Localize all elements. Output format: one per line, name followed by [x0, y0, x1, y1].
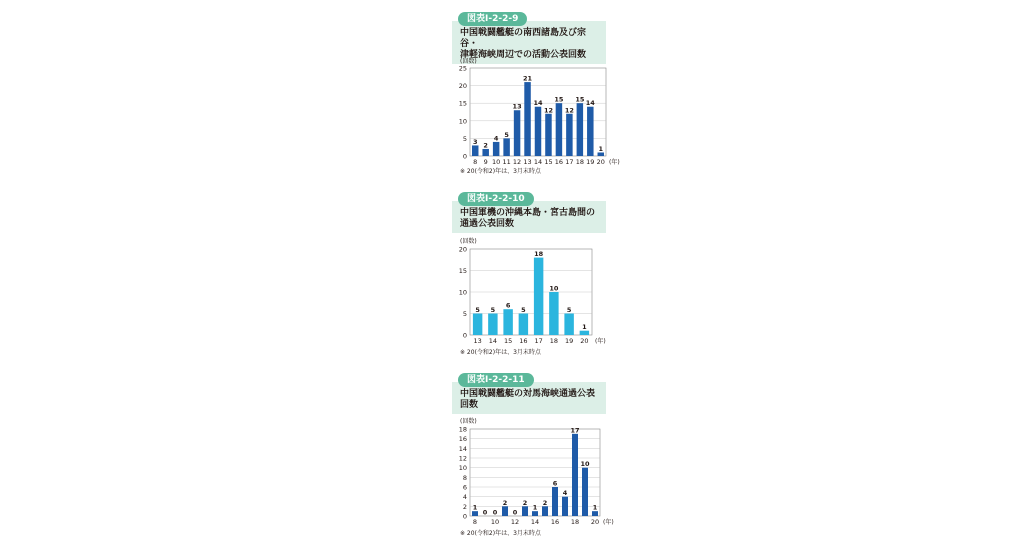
y-tick-label: 5 — [462, 134, 467, 143]
chart-note: ※ 20(令和2)年は、3月末時点 — [460, 168, 541, 175]
y-tick-label: 12 — [458, 454, 467, 463]
bar — [482, 149, 488, 156]
figure-tag: 図表Ⅰ-2-2-10 — [458, 192, 534, 206]
y-unit-label: (回数) — [460, 58, 477, 65]
bar — [556, 103, 562, 156]
data-label: 21 — [523, 74, 533, 83]
figure-tag: 図表Ⅰ-2-2-9 — [458, 12, 527, 26]
data-label: 5 — [490, 306, 496, 314]
x-tick-label: 13 — [473, 337, 482, 345]
data-label: 5 — [566, 306, 572, 314]
y-tick-label: 18 — [458, 425, 467, 434]
bar — [534, 258, 543, 335]
data-label: 17 — [570, 426, 580, 435]
bar — [502, 506, 508, 516]
chart-title-line-1: 中国戦闘艦艇の対馬海峡通過公表 — [460, 389, 596, 399]
chart-title-line-2: 津軽海峡周辺での活動公表回数 — [460, 50, 587, 60]
chart-panel-2 — [452, 186, 612, 233]
data-label: 6 — [552, 479, 558, 488]
x-tick-label: 8 — [473, 158, 478, 166]
bar — [473, 314, 482, 336]
y-tick-label: 4 — [462, 493, 467, 502]
bar — [582, 468, 588, 516]
data-label: 0 — [492, 508, 498, 517]
x-tick-label: 10 — [490, 518, 500, 526]
y-tick-label: 25 — [458, 64, 467, 73]
figure-tag: 図表Ⅰ-2-2-11 — [458, 373, 534, 387]
bar — [488, 314, 497, 336]
x-tick-label: 18 — [575, 158, 584, 166]
data-label: 2 — [502, 498, 508, 507]
bar — [503, 309, 512, 335]
data-label: 1 — [598, 144, 604, 153]
x-tick-label: 18 — [570, 518, 580, 526]
x-axis-suffix: (年) — [609, 159, 620, 166]
bar — [598, 152, 604, 156]
data-label: 5 — [521, 306, 526, 314]
bar — [472, 511, 478, 516]
y-tick-label: 10 — [458, 117, 467, 126]
x-tick-label: 20 — [590, 518, 600, 526]
bar — [587, 107, 593, 156]
chart-title-line-1: 中国戦闘艦艇の南西諸島及び宗谷・ — [460, 28, 587, 49]
data-label: 14 — [533, 99, 543, 108]
chart-title-line-2: 回数 — [460, 400, 479, 410]
bar — [580, 331, 589, 335]
x-tick-label: 15 — [544, 158, 553, 166]
data-label: 4 — [562, 489, 568, 498]
y-tick-label: 0 — [462, 331, 467, 340]
data-label: 12 — [543, 106, 553, 115]
x-tick-label: 12 — [510, 518, 520, 526]
x-tick-label: 13 — [523, 158, 532, 166]
bar-chart-1 — [448, 62, 620, 168]
x-tick-label: 16 — [519, 337, 528, 345]
y-tick-label: 20 — [458, 245, 467, 254]
bar — [503, 138, 509, 156]
y-unit-label: (回数) — [460, 238, 477, 245]
y-tick-label: 10 — [458, 464, 467, 473]
bar-chart-2 — [448, 243, 608, 349]
data-label: 5 — [475, 306, 480, 314]
bar — [577, 103, 583, 156]
data-label: 1 — [472, 503, 478, 512]
data-label: 0 — [482, 508, 488, 517]
data-label: 1 — [582, 323, 587, 332]
chart-note: ※ 20(令和2)年は、3月末時点 — [460, 349, 541, 356]
y-tick-label: 0 — [462, 152, 467, 161]
data-label: 14 — [585, 99, 595, 108]
x-tick-label: 15 — [503, 337, 513, 345]
x-tick-label: 14 — [533, 158, 543, 166]
bar — [542, 506, 548, 516]
bar — [572, 434, 578, 516]
y-tick-label: 15 — [458, 99, 467, 108]
bar — [532, 511, 538, 516]
bar — [493, 142, 499, 156]
data-label: 0 — [512, 508, 518, 517]
y-tick-label: 8 — [462, 473, 467, 482]
x-tick-label: 11 — [502, 158, 511, 166]
x-tick-label: 14 — [530, 518, 540, 526]
data-label: 2 — [483, 141, 488, 150]
x-axis-suffix: (年) — [603, 519, 614, 526]
bar — [564, 314, 573, 336]
y-tick-label: 10 — [458, 288, 467, 297]
x-tick-label: 20 — [580, 337, 589, 345]
data-label: 5 — [504, 130, 509, 139]
x-tick-label: 17 — [565, 158, 574, 166]
chart-title-line-2: 通過公表回数 — [460, 219, 515, 229]
bar — [514, 110, 520, 156]
data-label: 12 — [564, 106, 574, 115]
y-tick-label: 2 — [462, 502, 467, 511]
bar-chart-3 — [448, 423, 614, 529]
bar — [592, 511, 598, 516]
x-tick-label: 18 — [549, 337, 559, 345]
data-label: 2 — [522, 498, 528, 507]
data-label: 10 — [580, 460, 590, 469]
y-tick-label: 6 — [462, 483, 467, 492]
y-tick-label: 14 — [458, 444, 467, 453]
data-label: 15 — [554, 95, 564, 104]
x-tick-label: 9 — [483, 158, 488, 166]
x-tick-label: 19 — [586, 158, 595, 166]
bar — [545, 114, 551, 156]
data-label: 6 — [505, 301, 511, 310]
bar — [519, 314, 528, 336]
x-tick-label: 16 — [550, 518, 560, 526]
y-tick-label: 0 — [462, 512, 467, 521]
x-tick-label: 8 — [472, 518, 478, 526]
x-tick-label: 20 — [596, 158, 605, 166]
chart-note: ※ 20(令和2)年は、3月末時点 — [460, 530, 541, 537]
bar — [524, 82, 530, 156]
bar — [566, 114, 572, 156]
x-tick-label: 10 — [492, 158, 501, 166]
bar — [472, 145, 478, 156]
chart-panel-3 — [452, 367, 612, 414]
chart-title-line-1: 中国軍機の沖縄本島・宮古島間の — [460, 208, 596, 218]
data-label: 15 — [575, 95, 585, 104]
data-label: 2 — [542, 498, 548, 507]
y-tick-label: 16 — [458, 435, 467, 444]
y-unit-label: (回数) — [460, 418, 477, 425]
data-label: 13 — [512, 102, 522, 111]
x-tick-label: 14 — [488, 337, 498, 345]
x-tick-label: 16 — [554, 158, 564, 166]
data-label: 3 — [472, 137, 478, 146]
y-tick-label: 15 — [458, 267, 467, 275]
data-label: 18 — [534, 250, 544, 259]
bar — [549, 292, 558, 335]
x-tick-label: 17 — [534, 337, 543, 345]
data-label: 1 — [592, 503, 598, 512]
data-label: 10 — [549, 284, 559, 293]
data-label: 1 — [532, 503, 538, 512]
data-label: 4 — [493, 134, 499, 143]
x-tick-label: 19 — [564, 337, 574, 345]
x-axis-suffix: (年) — [595, 338, 606, 345]
y-tick-label: 20 — [458, 82, 467, 91]
bar — [522, 506, 528, 516]
bar — [535, 107, 541, 156]
bar — [562, 497, 568, 516]
bar — [552, 487, 558, 516]
y-tick-label: 5 — [462, 310, 467, 318]
x-tick-label: 12 — [512, 158, 522, 166]
